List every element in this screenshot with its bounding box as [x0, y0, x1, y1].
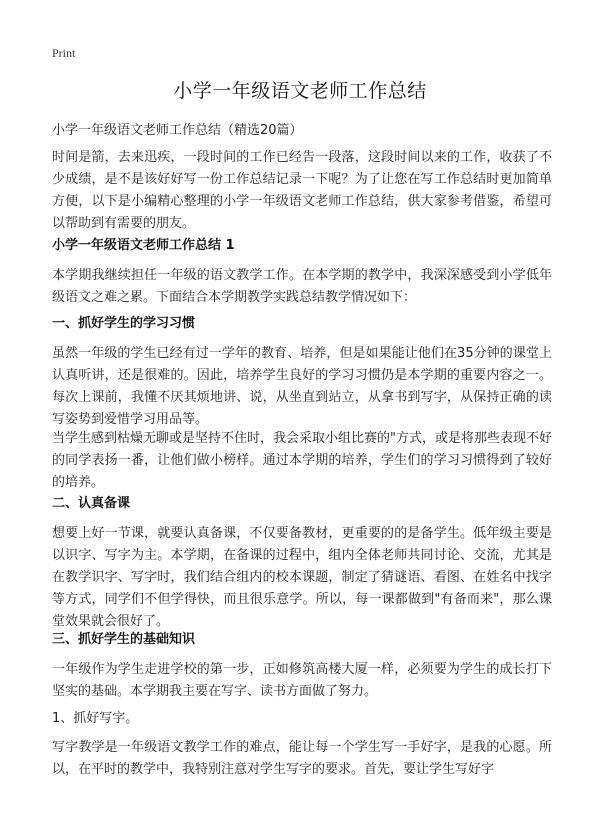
paragraph-basic-knowledge: 一年级作为学生走进学校的第一步，正如修筑高楼大厦一样，必须要为学生的成长打下坚实的基础。本学期我主要在写字、读书方面做了努力。 — [52, 662, 552, 699]
paragraph-study-habits-1: 虽然一年级的学生已经有过一学年的教育、培养，但是如果能让他们在35分钟的课堂上认真听讲，还是很难的。因此，培养学生良好的学习习惯仍是本学期的重要内容之一。每次上课前，我懂不厌其烦地讲、说，从坐直到站立，从拿书到写字，从保持正确的读写姿势到爱惜学习用品等。 — [52, 346, 552, 427]
document-title: 小学一年级语文老师工作总结 — [173, 80, 427, 102]
print-link[interactable]: Print — [52, 46, 76, 60]
paragraph-study-habits-2: 当学生感到枯燥无聊或是坚持不住时，我会采取小组比赛的"方式，或是将那些表现不好的同学表扬一番，让他们做小榜样。通过本学期的培养，学生们的学习习惯得到了较好的培养。 — [52, 431, 552, 490]
paragraph-lesson-prep: 想要上好一节课，就要认真备课，不仅要备教材，更重要的的是备学生。低年级主要是以识字、写字为主。本学期，在备课的过程中，组内全体老师共同讨论、交流，尤其是在教学识字、写字时，我们结合组内的校本课题，制定了猜谜语、看图、在姓名中找字等方式，同学们不但学得快，而且很乐意学。所以，每一课都做到"有备而来"，那么课堂效果就会很好了。 — [52, 526, 552, 629]
section-intro-paragraph: 本学期我继续担任一年级的语文教学工作。在本学期的教学中，我深深感受到小学低年级语文之难之累。下面结合本学期教学实践总结教学情况如下： — [52, 268, 552, 305]
heading-lesson-prep: 二、认真备课 — [52, 496, 131, 511]
paragraph-writing-point: 1、抓好写字。 — [52, 711, 139, 726]
section-heading: 小学一年级语文老师工作总结 1 — [52, 238, 235, 253]
document-subtitle: 小学一年级语文老师工作总结（精选20篇） — [52, 123, 303, 138]
heading-study-habits: 一、抓好学生的学习习惯 — [52, 316, 196, 331]
heading-basic-knowledge: 三、抓好学生的基础知识 — [52, 632, 196, 647]
intro-paragraph: 时间是箭，去来迅疾，一段时间的工作已经告一段落，这段时间以来的工作，收获了不少成绩，是不是该好好写一份工作总结记录一下呢？为了让您在写工作总结时更加简单方便，以下是小编精心整理的小学一年级语文老师工作总结，供大家参考借鉴，希望可以帮助到有需要的朋友。 — [52, 150, 552, 231]
paragraph-writing-teaching: 写字教学是一年级语文教学工作的难点，能让每一个学生写一手好字，是我的心愿。所以，在平时的教学中，我特别注意对学生写字的要求。首先，要让学生写好字 — [52, 740, 552, 777]
